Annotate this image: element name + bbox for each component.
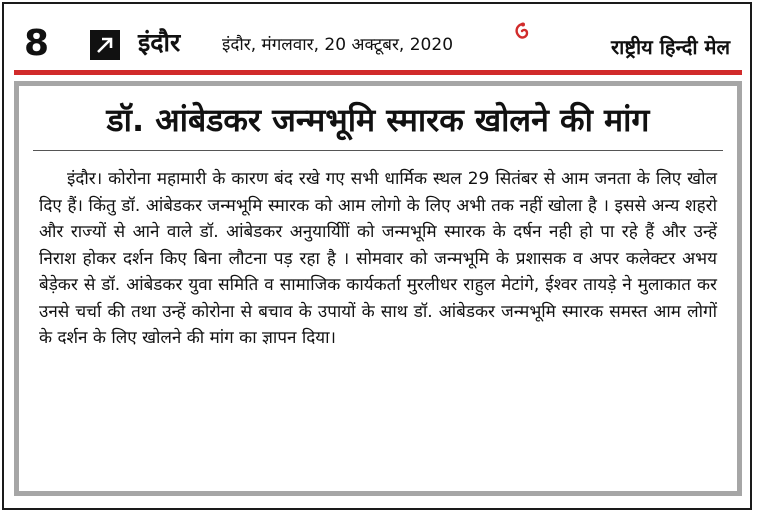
headline-divider xyxy=(33,150,723,151)
page-number: 8 xyxy=(24,23,50,64)
brand-name: राष्ट्रीय हिन्दी मेल xyxy=(610,35,730,59)
dateline: इंदौर, मंगलवार, 20 अक्टूबर, 2020 xyxy=(222,35,454,55)
section-city: इंदौर xyxy=(138,28,181,57)
article-box xyxy=(14,81,742,496)
newspaper-logo-icon xyxy=(512,22,530,42)
newspaper-header xyxy=(14,20,742,70)
article-body: इंदौर। कोरोना महामारी के कारण बंद रखे गए सभी धार्मिक स्थल 29 सितंबर से आम जनता के लिए खोल दिए हैं। किंतु डॉ. आंबेडकर जन्मभूमि स्मारक को आम लोगो के लिए अभी तक नहीं खोला है । इससे अन्य शहरो और राज्यों से आने वाले डॉ. आंबेडकर अनुयायिीों को जन्मभूमि स्मारक के दर्षन नही हो पा रहे हैं और उन्हें निराश होकर दर्शन किए बिना लौटना पड़ रहा है । सोमवार को जन्मभूमि के प्रशासक व अपर कलेक्टर अभय बेड़ेकर से डॉ. आंबेडकर युवा समिति व सामाजिक कार्यकर्ता मुरलीधर राहुल मेटांगे, ईश्वर तायड़े ने मुलाकात कर उनसे चर्चा की तथा उन्हें कोरोना से बचाव के उपायों के साथ डॉ. आंबेडकर जन्मभूमि स्मारक समस्त आम लोगों के दर्शन के लिए खोलने की मांग का ज्ञापन दिया। xyxy=(39,169,717,348)
header-divider xyxy=(14,70,742,75)
article-headline: डॉ. आंबेडकर जन्मभूमि स्मारक खोलने की मांग xyxy=(106,101,650,139)
arrow-up-right-icon xyxy=(90,30,120,60)
